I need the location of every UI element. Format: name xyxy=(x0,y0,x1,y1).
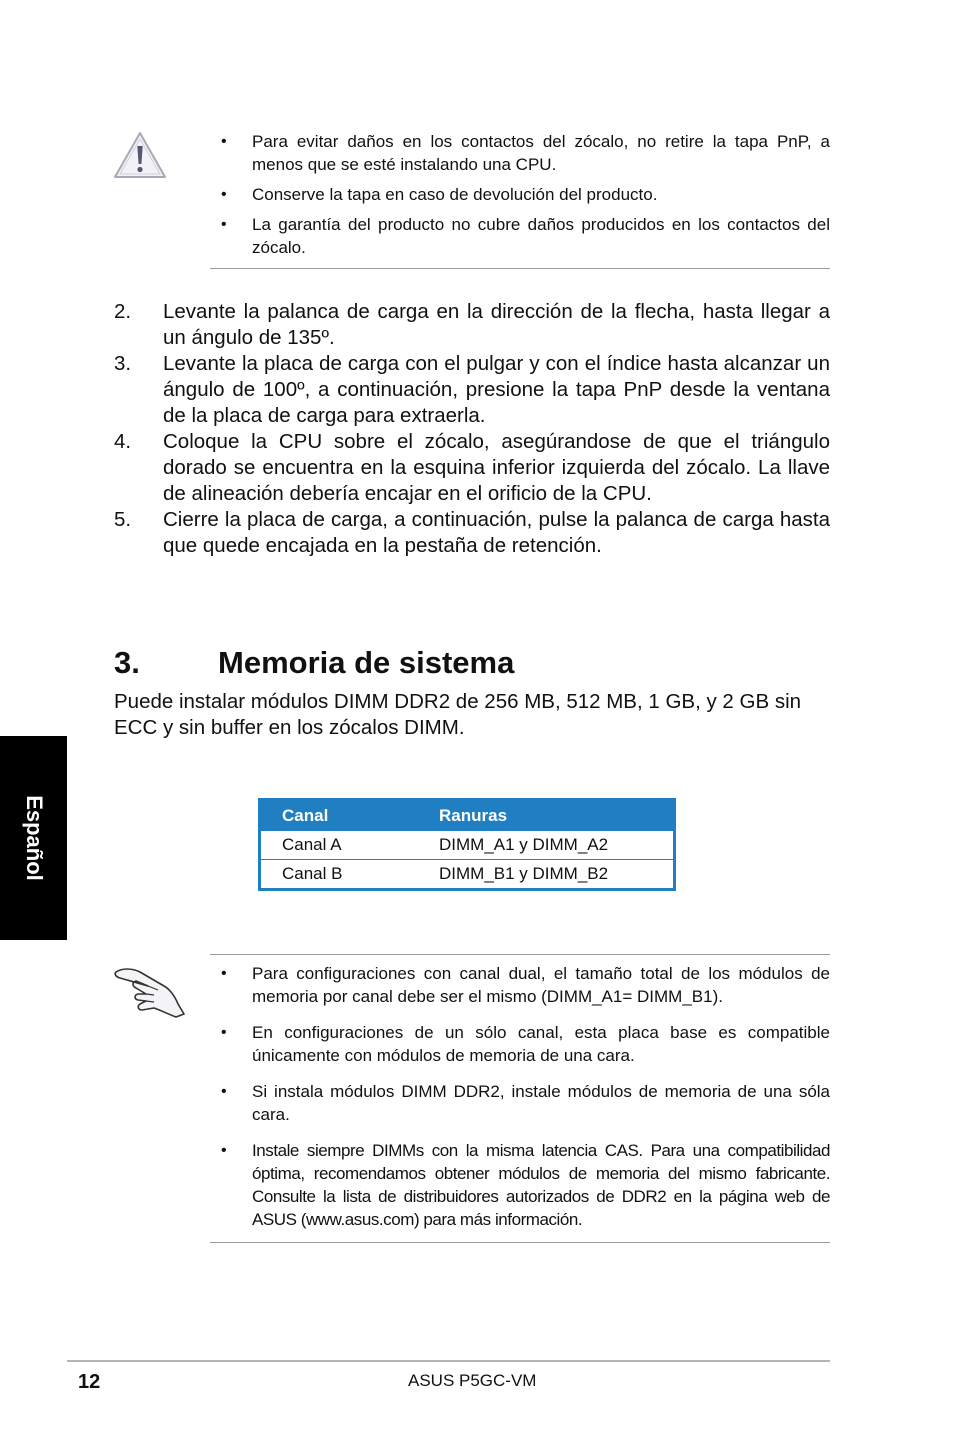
caution-list xyxy=(210,130,830,266)
language-side-tab xyxy=(0,736,67,940)
column-header: Canal xyxy=(260,800,440,831)
step-item xyxy=(114,351,830,429)
table-header-row xyxy=(260,800,675,831)
footer-divider xyxy=(67,1360,830,1362)
section-title: Memoria de sistema xyxy=(218,645,515,680)
language-label: Español xyxy=(21,795,47,881)
note-item: • Si instala módulos DIMM DDR2, instale módulos de memoria de una sóla cara. xyxy=(221,1082,830,1124)
footer-title: ASUS P5GC-VM xyxy=(408,1371,537,1390)
step-item xyxy=(114,299,830,351)
step-text: Levante la palanca de carga en la dirección de la flecha, hasta llegar a un ángulo de 135º. xyxy=(163,300,830,349)
step-number: 3. xyxy=(114,352,132,375)
table-cell: DIMM_B1 y DIMM_B2 xyxy=(439,860,675,890)
caution-item: • Para evitar daños en los contactos del zócalo, no retire la tapa PnP, a menos que se esté instalando una CPU. xyxy=(221,132,830,174)
step-text: Coloque la CPU sobre el zócalo, asegúrandose de que el triángulo dorado se encuentra en la esquina inferior izquierda del zócalo. La llave de alineación debería encajar en el orificio de la CPU. xyxy=(163,430,830,505)
caution-item-text: La garantía del producto no cubre daños producidos en los contactos del zócalo. xyxy=(252,215,830,257)
section-intro: Puede instalar módulos DIMM DDR2 de 256 MB, 512 MB, 1 GB, y 2 GB sin ECC y sin buffer en los zócalos DIMM. xyxy=(114,690,802,739)
page-number: 12 xyxy=(78,1371,101,1393)
table-row xyxy=(260,860,675,890)
note-item-text: Si instala módulos DIMM DDR2, instale módulos de memoria de una sóla cara. xyxy=(252,1082,830,1124)
memory-channel-table xyxy=(258,798,676,891)
caution-item: • La garantía del producto no cubre daños producidos en los contactos del zócalo. xyxy=(221,215,830,257)
note-item-text: Instale siempre DIMMs con la misma latencia CAS. Para una compatibilidad óptima, recomendamos obtener módulos de memoria del mismo fabricante. Consulte la lista de distribuidores autorizados de DDR2 en la página web de ASUS (www.asus.com) para más información. xyxy=(252,1141,830,1229)
caution-item-text: Conserve la tapa en caso de devolución del producto. xyxy=(252,185,658,204)
note-item-text: Para configuraciones con canal dual, el tamaño total de los módulos de memoria por canal debe ser el mismo (DIMM_A1= DIMM_B1). xyxy=(252,964,830,1006)
table-cell: DIMM_A1 y DIMM_A2 xyxy=(439,831,675,860)
step-number: 4. xyxy=(114,430,132,453)
step-number: 2. xyxy=(114,300,132,323)
memory-notes-list xyxy=(210,962,830,1244)
installation-steps xyxy=(114,299,830,559)
table-cell: Canal B xyxy=(260,860,440,890)
table-row xyxy=(260,831,675,860)
caution-item-text: Para evitar daños en los contactos del zócalo, no retire la tapa PnP, a menos que se esté instalando una CPU. xyxy=(252,132,830,174)
note-item: • En configuraciones de un sólo canal, esta placa base es compatible únicamente con módulos de memoria de una cara. xyxy=(221,1023,830,1065)
note-item: • Para configuraciones con canal dual, el tamaño total de los módulos de memoria por canal debe ser el mismo (DIMM_A1= DIMM_B1). xyxy=(221,964,830,1006)
step-item xyxy=(114,429,830,507)
note-top-divider xyxy=(210,954,830,955)
table-cell: Canal A xyxy=(260,831,440,860)
note-item-text: En configuraciones de un sólo canal, esta placa base es compatible únicamente con módulos de memoria de una cara. xyxy=(252,1023,830,1065)
warning-triangle-icon xyxy=(112,130,168,180)
section-number: 3. xyxy=(114,645,140,680)
step-text: Levante la placa de carga con el pulgar y con el índice hasta alcanzar un ángulo de 100º, a continuación, presione la tapa PnP desde la ventana de la placa de carga para extraerla. xyxy=(163,352,830,427)
step-text: Cierre la placa de carga, a continuación, pulse la palanca de carga hasta que quede encajada en la pestaña de retención. xyxy=(163,508,830,557)
step-number: 5. xyxy=(114,508,132,531)
column-header: Ranuras xyxy=(439,800,675,831)
caution-item: • Conserve la tapa en caso de devolución del producto. xyxy=(221,185,658,204)
step-item xyxy=(114,507,830,559)
note-item: • Instale siempre DIMMs con la misma latencia CAS. Para una compatibilidad óptima, recomendamos obtener módulos de memoria del mismo fabricante. Consulte la lista de distribuidores autorizados de DDR2 en la página web de ASUS (www.asus.com) para más información. xyxy=(221,1141,830,1229)
note-bottom-divider xyxy=(210,1242,830,1243)
pointing-hand-icon xyxy=(112,964,186,1018)
